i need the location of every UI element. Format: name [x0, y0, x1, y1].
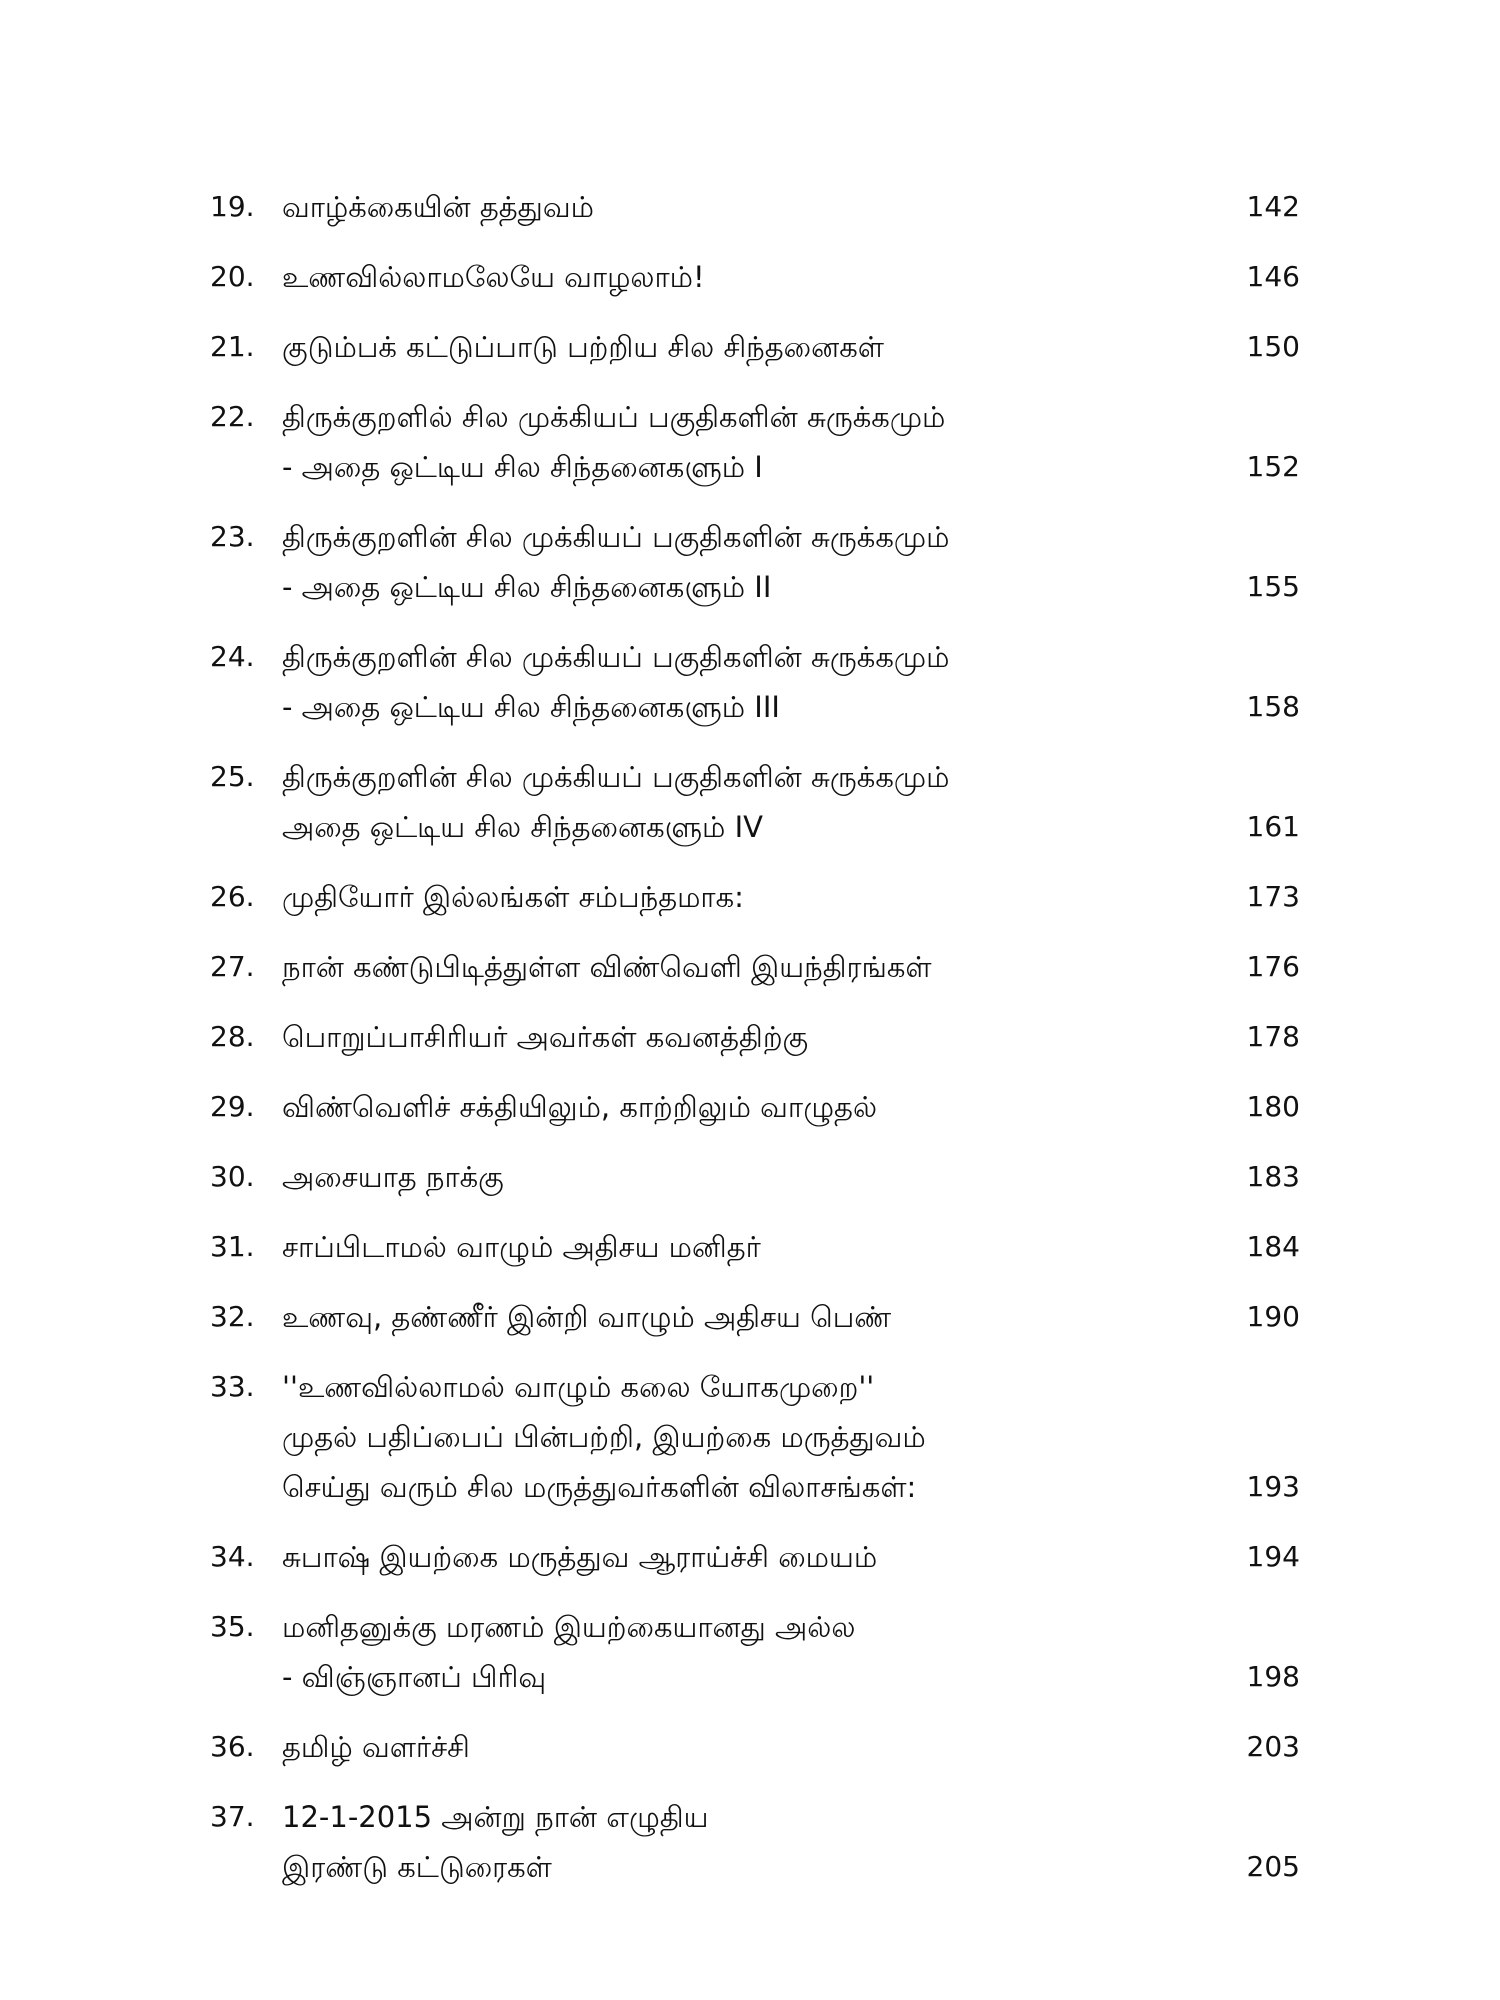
entry-number: 33.: [210, 1370, 255, 1403]
entry-page-number: 184: [1246, 1230, 1300, 1263]
entry-number: 35.: [210, 1610, 255, 1643]
entry-page-number: 158: [1246, 690, 1300, 723]
entry-number: 37.: [210, 1800, 255, 1833]
entry-page-number: 205: [1246, 1850, 1300, 1883]
entry-number: 30.: [210, 1160, 255, 1193]
entry-page-number: 203: [1246, 1730, 1300, 1763]
entry-title-line: அதை ஒட்டிய சில சிந்தனைகளும் IV: [282, 810, 764, 844]
entry-title: [282, 1292, 1200, 1342]
toc-entry-28: [210, 1012, 1300, 1062]
entry-title-line: உணவில்லாமலேயே வாழலாம்!: [282, 260, 705, 294]
entry-page-number: 180: [1246, 1090, 1300, 1123]
entry-title: [282, 512, 1200, 612]
entry-number: 36.: [210, 1730, 255, 1763]
entry-title: [282, 1222, 1200, 1272]
toc-entry-24: [210, 632, 1300, 732]
entry-title: [282, 1792, 1200, 1892]
entry-title-line: முதியோர் இல்லங்கள் சம்பந்தமாக:: [282, 880, 744, 914]
entry-title: [282, 392, 1200, 492]
entry-number: 31.: [210, 1230, 255, 1263]
entry-number: 28.: [210, 1020, 255, 1053]
entry-page-number: 152: [1246, 450, 1300, 483]
entry-title: [282, 1362, 1200, 1512]
entry-number: 19.: [210, 190, 255, 223]
entry-page-number: 155: [1246, 570, 1300, 603]
entry-title-line: திருக்குறளின் சில முக்கியப் பகுதிகளின் சுருக்கமும்: [282, 520, 950, 554]
entry-number: 22.: [210, 400, 255, 433]
entry-title: [282, 1152, 1200, 1202]
toc-entry-31: [210, 1222, 1300, 1272]
entry-title-line: திருக்குறளின் சில முக்கியப் பகுதிகளின் சுருக்கமும்: [282, 640, 950, 674]
entry-title: [282, 182, 1200, 232]
entry-page-number: 176: [1246, 950, 1300, 983]
entry-title-line: விண்வெளிச் சக்தியிலும், காற்றிலும் வாழுதல்: [282, 1090, 878, 1124]
entry-title-line: மனிதனுக்கு மரணம் இயற்கையானது அல்ல: [282, 1610, 856, 1644]
entry-title: [282, 1532, 1200, 1582]
toc-entry-26: [210, 872, 1300, 922]
entry-title-line: உணவு, தண்ணீர் இன்றி வாழும் அதிசய பெண்: [282, 1300, 892, 1334]
entry-title-line: திருக்குறளின் சில முக்கியப் பகுதிகளின் சுருக்கமும்: [282, 760, 950, 794]
toc-entry-35: [210, 1602, 1300, 1702]
entry-title-line: வாழ்க்கையின் தத்துவம்: [282, 190, 594, 224]
entry-number: 32.: [210, 1300, 255, 1333]
toc-entry-30: [210, 1152, 1300, 1202]
toc-entry-21: [210, 322, 1300, 372]
entry-title-line: முதல் பதிப்பைப் பின்பற்றி, இயற்கை மருத்துவம்: [282, 1420, 926, 1454]
entry-page-number: 190: [1246, 1300, 1300, 1333]
entry-title-line: பொறுப்பாசிரியர் அவர்கள் கவனத்திற்கு: [282, 1020, 809, 1054]
toc-entry-33: [210, 1362, 1300, 1512]
toc-entry-32: [210, 1292, 1300, 1342]
toc-entry-37: [210, 1792, 1300, 1892]
toc-entry-22: [210, 392, 1300, 492]
toc-entry-29: [210, 1082, 1300, 1132]
entry-number: 27.: [210, 950, 255, 983]
entry-title-line: - விஞ்ஞானப் பிரிவு: [282, 1660, 547, 1694]
entry-page-number: 193: [1246, 1470, 1300, 1503]
entry-title: [282, 942, 1200, 992]
toc-entry-27: [210, 942, 1300, 992]
entry-title-line: - அதை ஒட்டிய சில சிந்தனைகளும் II: [282, 570, 772, 604]
entry-title: [282, 1082, 1200, 1132]
entry-title-line: 12-1-2015 அன்று நான் எழுதிய: [282, 1800, 709, 1834]
entry-title-line: இரண்டு கட்டுரைகள்: [282, 1850, 552, 1884]
entry-title-line: திருக்குறளில் சில முக்கியப் பகுதிகளின் சுருக்கமும்: [282, 400, 946, 434]
entry-page-number: 150: [1246, 330, 1300, 363]
toc-entry-25: [210, 752, 1300, 852]
toc-entry-23: [210, 512, 1300, 612]
entry-number: 20.: [210, 260, 255, 293]
entry-title-line: நான் கண்டுபிடித்துள்ள விண்வெளி இயந்திரங்கள்: [282, 950, 932, 984]
entry-number: 24.: [210, 640, 255, 673]
entry-title-line: தமிழ் வளர்ச்சி: [282, 1730, 470, 1764]
table-of-contents: [210, 182, 1300, 1892]
toc-entry-19: [210, 182, 1300, 232]
entry-title: [282, 752, 1200, 852]
entry-title: [282, 322, 1200, 372]
entry-title-line: ''உணவில்லாமல் வாழும் கலை யோகமுறை'': [282, 1370, 875, 1404]
entry-number: 34.: [210, 1540, 255, 1573]
entry-title: [282, 872, 1200, 922]
entry-page-number: 183: [1246, 1160, 1300, 1193]
entry-number: 29.: [210, 1090, 255, 1123]
entry-page-number: 198: [1246, 1660, 1300, 1693]
entry-page-number: 173: [1246, 880, 1300, 913]
entry-number: 21.: [210, 330, 255, 363]
entry-title-line: அசையாத நாக்கு: [282, 1160, 504, 1194]
entry-title-line: - அதை ஒட்டிய சில சிந்தனைகளும் III: [282, 690, 780, 724]
entry-page-number: 146: [1246, 260, 1300, 293]
entry-page-number: 142: [1246, 190, 1300, 223]
entry-title-line: சுபாஷ் இயற்கை மருத்துவ ஆராய்ச்சி மையம்: [282, 1540, 878, 1574]
entry-page-number: 178: [1246, 1020, 1300, 1053]
entry-title-line: செய்து வரும் சில மருத்துவர்களின் விலாசங்கள்:: [282, 1470, 917, 1504]
entry-number: 23.: [210, 520, 255, 553]
entry-number: 25.: [210, 760, 255, 793]
entry-title: [282, 632, 1200, 732]
entry-title: [282, 1722, 1200, 1772]
entry-title-line: - அதை ஒட்டிய சில சிந்தனைகளும் I: [282, 450, 763, 484]
toc-entry-20: [210, 252, 1300, 302]
entry-page-number: 161: [1246, 810, 1300, 843]
entry-number: 26.: [210, 880, 255, 913]
entry-title: [282, 1602, 1200, 1702]
entry-title: [282, 1012, 1200, 1062]
entry-title: [282, 252, 1200, 302]
toc-entry-34: [210, 1532, 1300, 1582]
entry-page-number: 194: [1246, 1540, 1300, 1573]
entry-title-line: சாப்பிடாமல் வாழும் அதிசய மனிதர்: [282, 1230, 761, 1264]
toc-entry-36: [210, 1722, 1300, 1772]
entry-title-line: குடும்பக் கட்டுப்பாடு பற்றிய சில சிந்தனைகள்: [282, 330, 884, 364]
